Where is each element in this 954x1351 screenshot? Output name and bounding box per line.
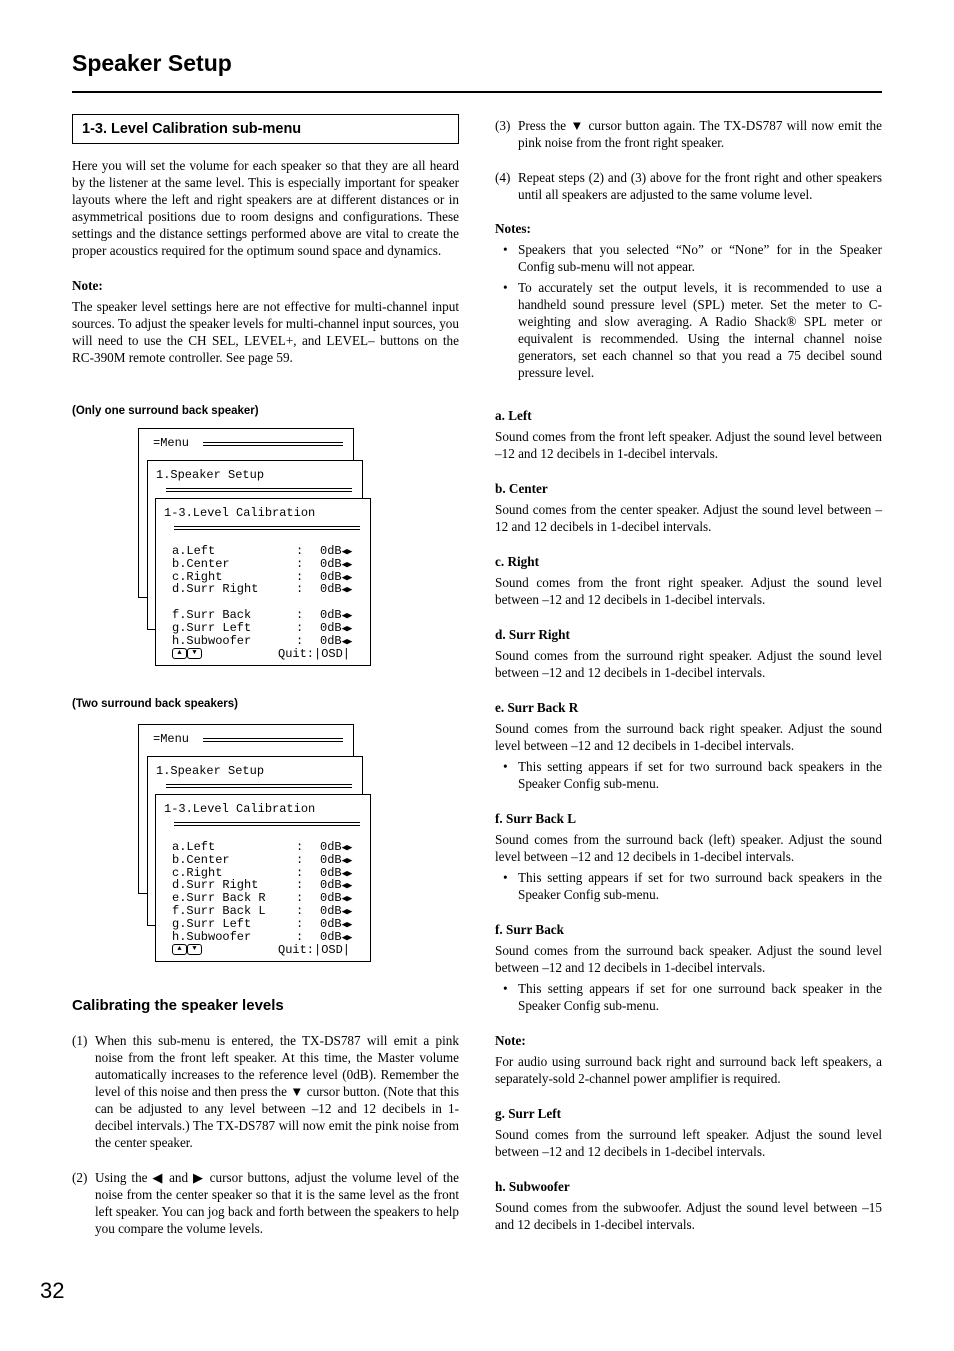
setting-text: Sound comes from the surround back speaker. Adjust the sound level between –12 and 12 decibels in 1-decibel intervals. (495, 943, 882, 975)
speaker-name: h.Subwoofer (172, 929, 252, 944)
up-down-keys-icon: ▲ ▼ (172, 944, 202, 957)
left-column (72, 114, 459, 366)
setting-item (495, 810, 882, 903)
setting-bullet: • This setting appears if set for two surround back speakers in the Speaker Config sub-menu. (503, 870, 882, 902)
left-right-arrows-icon: ◀▶ (341, 894, 353, 905)
note-text: Speakers that you selected “No” or “None” for in the Speaker Config sub-menu will not appear. (518, 242, 882, 274)
double-rule (203, 442, 343, 446)
double-rule (203, 738, 343, 742)
double-rule (166, 488, 352, 492)
separator: : (296, 929, 304, 944)
level-value: 0dB◀▶ (320, 556, 353, 571)
left-right-arrows-icon: ◀▶ (341, 624, 353, 634)
level-value: 0dB◀▶ (320, 916, 353, 931)
step-number: (3) (495, 118, 511, 133)
separator: : (296, 556, 304, 571)
setting-text: For audio using surround back right and surround back left speakers, a separately-sold 2-channel power amplifier is required. (495, 1054, 882, 1086)
step-text: Press the ▼ cursor button again. The TX-DS787 will now emit the pink noise from the front right speaker. (518, 118, 882, 150)
setting-item (495, 407, 882, 462)
setting-title: b. Center (495, 481, 548, 496)
level-value: 0dB◀▶ (320, 569, 353, 584)
separator: : (296, 582, 304, 597)
level-value: 0dB◀▶ (320, 608, 353, 623)
left-right-arrows-icon: ◀▶ (341, 611, 353, 622)
left-right-arrows-icon: ◀▶ (341, 932, 353, 943)
setting-text: Sound comes from the surround right speaker. Adjust the sound level between –12 and 12 decibels in 1-decibel intervals. (495, 648, 882, 680)
up-down-keys-icon: ▲ ▼ (172, 648, 202, 661)
bullet-text: This setting appears if set for two surround back speakers in the Speaker Config sub-menu. (518, 870, 882, 902)
step-2 (72, 1169, 459, 1237)
speaker-name: d.Surr Right (172, 878, 259, 893)
level-value: 0dB◀▶ (320, 891, 353, 906)
caption-two-back: (Two surround back speakers) (72, 698, 238, 710)
level-row[interactable] (172, 583, 258, 596)
speaker-name: a.Left (172, 544, 216, 558)
double-rule (174, 526, 360, 530)
speaker-name: c.Right (172, 865, 223, 880)
speaker-name: g.Surr Left (172, 916, 252, 931)
setting-bullet: • This setting appears if set for one surround back speaker in the Speaker Config sub-menu. (503, 981, 882, 1013)
panel-title: 1.Speaker Setup (156, 468, 265, 482)
speaker-name: h.Subwoofer (172, 633, 252, 648)
setting-text: Sound comes from the surround back right speaker. Adjust the sound level between –12 and 12 decibels in 1-decibel intervals. (495, 721, 882, 753)
menu-label: =Menu (153, 732, 190, 746)
separator: : (296, 916, 304, 931)
separator: : (296, 544, 304, 558)
setting-title: c. Right (495, 554, 539, 569)
setting-title: f. Surr Back (495, 922, 564, 937)
level-value: 0dB◀▶ (320, 878, 353, 893)
level-row[interactable] (172, 635, 251, 648)
speaker-name: c.Right (172, 569, 223, 584)
calibration-heading: Calibrating the speaker levels (72, 997, 284, 1014)
step-text: Using the ◀ and ▶ cursor buttons, adjust the volume level of the noise from the center speaker so that it is the same level as the front left speaker. You can jog back and forth between the speakers to help you compare the volume levels. (95, 1170, 460, 1236)
left-right-arrows-icon: ◀▶ (341, 919, 353, 930)
speaker-name: d.Surr Right (172, 582, 259, 597)
step-4 (495, 169, 882, 203)
left-right-arrows-icon: ◀▶ (341, 868, 353, 879)
setting-item (495, 553, 882, 608)
speaker-name: e.Surr Back R (172, 891, 266, 906)
setting-item (495, 1105, 882, 1160)
separator: : (296, 878, 304, 893)
setting-title: Note: (495, 1033, 526, 1048)
bullet-text: This setting appears if set for one surround back speaker in the Speaker Config sub-menu. (518, 981, 882, 1013)
level-value: 0dB◀▶ (320, 929, 353, 944)
step-text: When this sub-menu is entered, the TX-DS787 will emit a pink noise from the front left speaker. At this time, the Master volume automatically increases to the reference level (0dB). Remember the level of this noise and then press the ▼ cursor button. (Note that this can be adjusted to any level between –12 and 12 decibels in 1-decibel intervals.) The TX-DS787 will now emit the pink noise from the center speaker. (95, 1033, 459, 1150)
intro-paragraph: Here you will set the volume for each speaker so that they are all heard by the listener at the same level. This is especially important for speaker layouts where the left and right speakers are at different distances or in asymmetrical positions due to room designs and configurations. These settings and the distance settings performed above are vital to create the proper acoustics required for the optimum sound space and dynamics. (72, 158, 459, 258)
setting-text: Sound comes from the subwoofer. Adjust the sound level between –15 and 12 decibels in 1-decibel intervals. (495, 1200, 882, 1232)
setting-item (495, 1032, 882, 1087)
setting-text: Sound comes from the surround left speaker. Adjust the sound level between –12 and 12 decibels in 1-decibel intervals. (495, 1127, 882, 1159)
setting-bullet: • This setting appears if set for two surround back speakers in the Speaker Config sub-menu. (503, 759, 882, 791)
setting-item (495, 921, 882, 1014)
left-right-arrows-icon: ◀▶ (341, 881, 353, 892)
note-label: Note: (72, 278, 103, 293)
level-value: 0dB◀▶ (320, 621, 353, 635)
setting-text: Sound comes from the front right speaker. Adjust the sound level between –12 and 12 decibels in 1-decibel intervals. (495, 575, 882, 607)
step-number: (4) (495, 170, 511, 185)
separator: : (296, 608, 304, 623)
setting-title: g. Surr Left (495, 1106, 562, 1121)
left-right-arrows-icon: ◀▶ (341, 843, 353, 853)
panel-title: 1-3.Level Calibration (164, 802, 316, 816)
level-value: 0dB◀▶ (320, 544, 353, 558)
separator: : (296, 891, 304, 906)
separator: : (296, 904, 304, 918)
level-value: 0dB◀▶ (320, 904, 353, 918)
left-right-arrows-icon: ◀▶ (341, 547, 353, 557)
setting-item (495, 626, 882, 681)
notes-label: Notes: (495, 221, 531, 236)
level-calibration-panel (155, 794, 371, 962)
setting-item (495, 1178, 882, 1233)
level-value: 0dB◀▶ (320, 582, 353, 597)
double-rule (166, 784, 352, 788)
left-right-arrows-icon: ◀▶ (341, 572, 353, 583)
step-1 (72, 1032, 459, 1151)
setting-title: e. Surr Back R (495, 700, 579, 715)
menu-label: =Menu (153, 436, 190, 450)
setting-text: Sound comes from the surround back (left) speaker. Adjust the sound level between –12 and 12 decibels in 1-decibel intervals. (495, 832, 882, 864)
note-text: The speaker level settings here are not effective for multi-channel input sources. To adjust the speaker levels for multi-channel input sources, you will need to use the CH SEL, LEVEL+, and LEVEL– buttons on the RC-390M remote controller. See page 59. (72, 299, 459, 365)
separator: : (296, 865, 304, 880)
level-value: 0dB◀▶ (320, 840, 353, 854)
speaker-name: g.Surr Left (172, 621, 252, 635)
left-right-arrows-icon: ◀▶ (341, 907, 353, 917)
page-number: 32 (40, 1278, 65, 1303)
setting-title: f. Surr Back L (495, 811, 577, 826)
left-right-arrows-icon: ◀▶ (341, 636, 353, 647)
setting-title: d. Surr Right (495, 627, 570, 642)
quit-hint: Quit:|OSD| (278, 943, 351, 957)
speaker-name: b.Center (172, 852, 230, 867)
separator: : (296, 569, 304, 584)
speaker-name: b.Center (172, 556, 230, 571)
quit-hint: Quit:|OSD| (278, 647, 351, 661)
step-text: Repeat steps (2) and (3) above for the front right and other speakers until all speakers are adjusted to the same volume level. (518, 170, 882, 202)
level-value: 0dB◀▶ (320, 852, 353, 867)
page-title: Speaker Setup (72, 50, 232, 76)
setting-title: a. Left (495, 408, 532, 423)
separator: : (296, 840, 304, 854)
title-rule (72, 91, 882, 93)
setting-text: Sound comes from the front left speaker. Adjust the sound level between –12 and 12 decibels in 1-decibel intervals. (495, 429, 882, 461)
step-number: (1) (72, 1033, 88, 1048)
right-column (495, 117, 882, 1233)
speaker-name: f.Surr Back (172, 608, 252, 623)
calibration-section (72, 997, 459, 1237)
double-rule (174, 822, 360, 826)
speaker-name: f.Surr Back L (172, 904, 266, 918)
left-right-arrows-icon: ◀▶ (341, 855, 353, 866)
step-3 (495, 117, 882, 151)
step-number: (2) (72, 1170, 88, 1185)
level-row[interactable] (172, 931, 251, 944)
note-text: To accurately set the output levels, it is recommended to use a handheld sound pressure level (SPL) meter. Set the meter to C-weighting and slow averaging. A Radio Shack® SPL meter or equivalent is recommended. Using the internal channel noise generators, set each channel so that you read a 75 decibel sound pressure level. (518, 280, 882, 380)
separator: : (296, 633, 304, 648)
separator: : (296, 621, 304, 635)
level-value: 0dB◀▶ (320, 633, 353, 648)
caption-one-back: (Only one surround back speaker) (72, 405, 259, 417)
note-bullet: • To accurately set the output levels, it is recommended to use a handheld sound pressure level (SPL) meter. Set the meter to C-weighting and slow averaging. A Radio Shack® SPL meter or equivalent is recommended. Using the internal channel noise generators, set each channel so that you read a 75 decibel sound pressure level. (503, 280, 882, 380)
note-bullet: • Speakers that you selected “No” or “None” for in the Speaker Config sub-menu will not appear. (503, 242, 882, 274)
section-title: 1-3. Level Calibration sub-menu (72, 114, 459, 144)
setting-text: Sound comes from the center speaker. Adjust the sound level between –12 and 12 decibels in 1-decibel intervals. (495, 502, 882, 534)
level-calibration-panel (155, 498, 371, 666)
setting-item (495, 699, 882, 792)
setting-item (495, 480, 882, 535)
setting-title: h. Subwoofer (495, 1179, 570, 1194)
left-right-arrows-icon: ◀▶ (341, 585, 353, 596)
panel-title: 1-3.Level Calibration (164, 506, 316, 520)
panel-title: 1.Speaker Setup (156, 764, 265, 778)
speaker-name: a.Left (172, 840, 216, 854)
bullet-text: This setting appears if set for two surround back speakers in the Speaker Config sub-menu. (518, 759, 882, 791)
left-right-arrows-icon: ◀▶ (341, 559, 353, 570)
level-value: 0dB◀▶ (320, 865, 353, 880)
separator: : (296, 852, 304, 867)
